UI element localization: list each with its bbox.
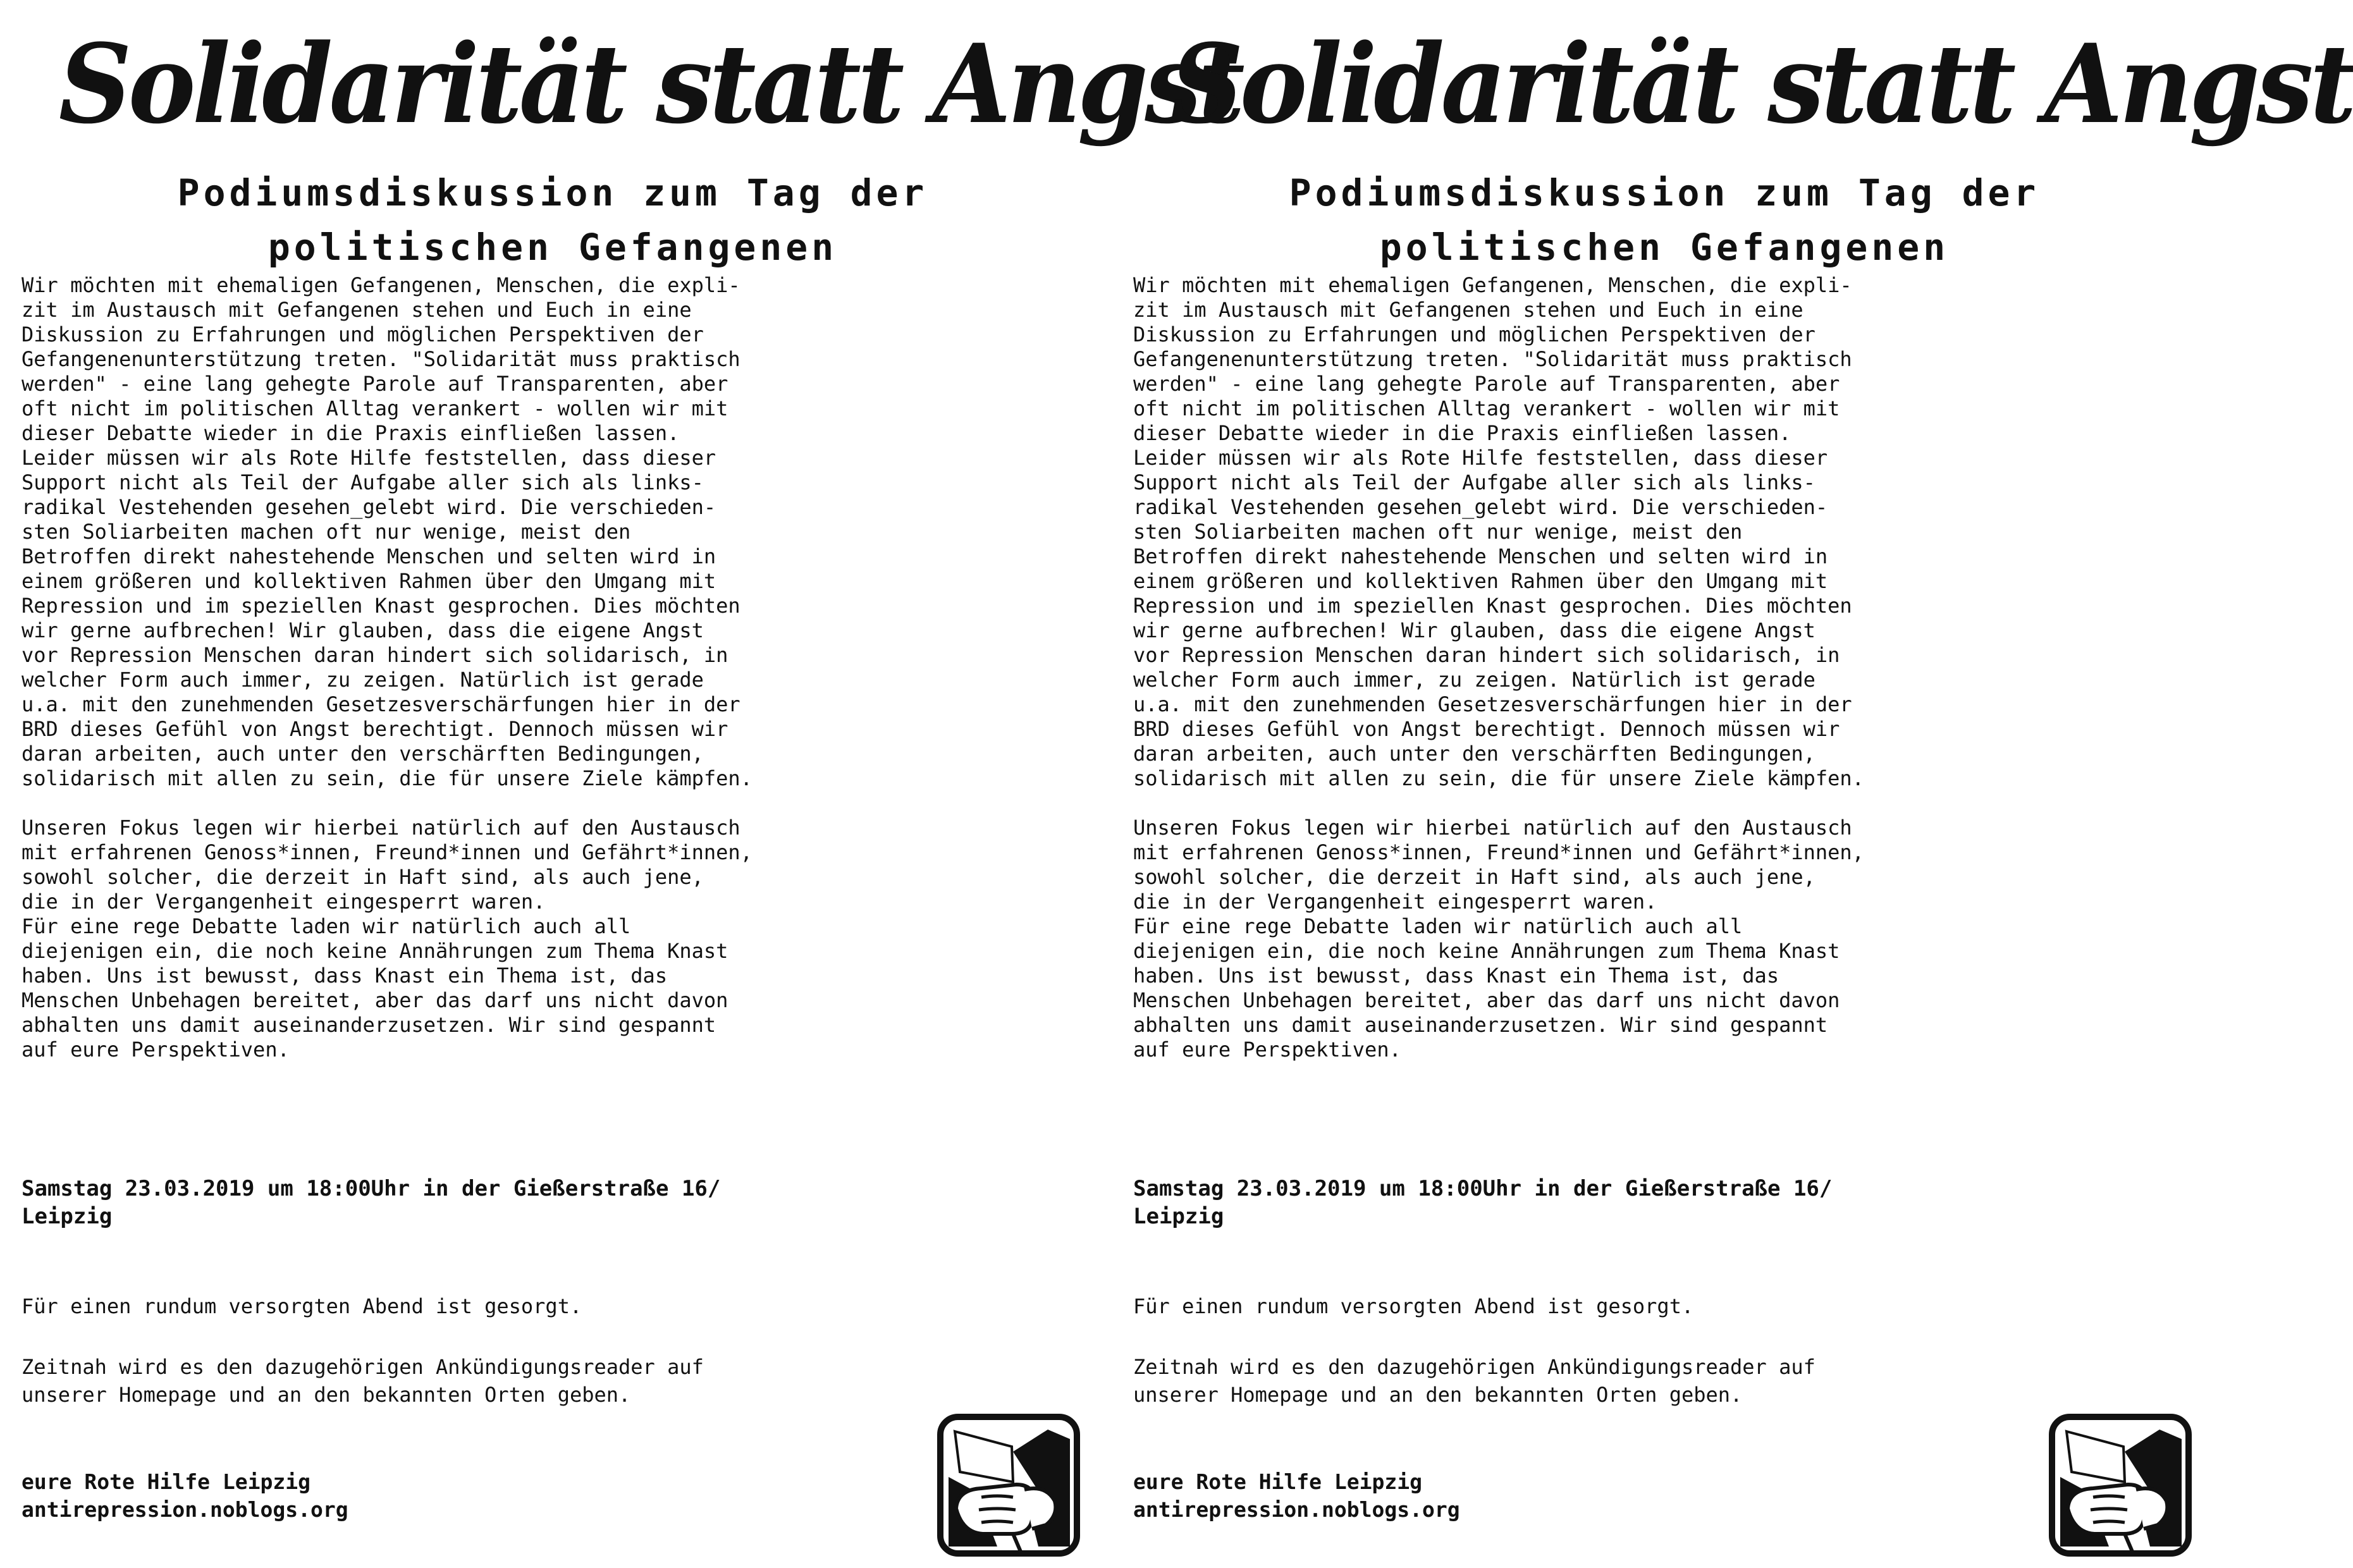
body-line: vor Repression Menschen daran hindert sich solidarisch, in (22, 643, 728, 667)
body-line: dieser Debatte wieder in die Praxis einfließen lassen. (22, 421, 680, 445)
focus-line: haben. Uns ist bewusst, dass Knast ein Thema ist, das (1133, 964, 1779, 988)
focus-line: abhalten uns damit auseinanderzusetzen. Wir sind gespannt (1133, 1013, 1828, 1037)
body-line: Repression und im speziellen Knast gesprochen. Dies möchten (1133, 594, 1852, 618)
event-date-line: Samstag 23.03.2019 um 18:00Uhr in der Gießerstraße 16/ (22, 1176, 721, 1201)
subtitle (1133, 166, 2196, 274)
body-line: wir gerne aufbrechen! Wir glauben, dass die eigene Angst (1133, 618, 1815, 642)
body-line: Repression und im speziellen Knast gesprochen. Dies möchten (22, 594, 740, 618)
signature (1133, 1468, 1460, 1524)
body-line: radikal Vestehenden gesehen_gelebt wird. Die verschieden- (1133, 495, 1828, 519)
body-line: zit im Austausch mit Gefangenen stehen und Euch in eine (1133, 298, 1803, 322)
body-text (22, 273, 1084, 1062)
body-line: wir gerne aufbrechen! Wir glauben, dass die eigene Angst (22, 618, 704, 642)
body-line: Betroffen direkt nahestehende Menschen und selten wird in (22, 544, 716, 568)
signature-group: eure Rote Hilfe Leipzig (22, 1469, 310, 1494)
paragraph-gap (1133, 791, 2196, 816)
body-line: solidarisch mit allen zu sein, die für unsere Ziele kämpfen. (22, 766, 753, 790)
flyer-right (1133, 0, 2353, 1568)
signature (22, 1468, 348, 1524)
focus-line: mit erfahrenen Genoss*innen, Freund*innen und Gefährt*innen, (22, 840, 753, 864)
body-line: werden" - eine lang gehegte Parole auf Transparenten, aber (1133, 372, 1840, 396)
focus-line: Menschen Unbehagen bereitet, aber das darf uns nicht davon (22, 988, 728, 1012)
focus-line: diejenigen ein, die noch keine Annährungen zum Thema Knast (1133, 939, 1840, 963)
body-line: BRD dieses Gefühl von Angst berechtigt. Dennoch müssen wir (1133, 717, 1840, 741)
focus-line: mit erfahrenen Genoss*innen, Freund*innen und Gefährt*innen, (1133, 840, 1864, 864)
flyer-left (22, 0, 1242, 1568)
body-line: Diskussion zu Erfahrungen und möglichen Perspektiven der (22, 322, 704, 346)
body-line: einem größeren und kollektiven Rahmen über den Umgang mit (1133, 569, 1828, 593)
announcement-line: unserer Homepage und an den bekannten Orten geben. (22, 1383, 631, 1407)
announcement-line: Zeitnah wird es den dazugehörigen Ankündigungsreader auf (22, 1355, 704, 1379)
body-line: vor Repression Menschen daran hindert sich solidarisch, in (1133, 643, 1840, 667)
announcement-line: unserer Homepage und an den bekannten Orten geben. (1133, 1383, 1743, 1407)
body-line: sten Soliarbeiten machen oft nur wenige, meist den (22, 520, 631, 544)
announcement (1133, 1353, 1815, 1409)
rote-hilfe-logo-icon (2049, 1414, 2192, 1557)
focus-line: die in der Vergangenheit eingesperrt waren. (22, 890, 546, 914)
body-line: werden" - eine lang gehegte Parole auf Transparenten, aber (22, 372, 728, 396)
body-line: sten Soliarbeiten machen oft nur wenige, meist den (1133, 520, 1743, 544)
body-line: Leider müssen wir als Rote Hilfe feststellen, dass dieser (22, 446, 716, 470)
body-line: dieser Debatte wieder in die Praxis einfließen lassen. (1133, 421, 1791, 445)
body-line: oft nicht im politischen Alltag verankert - wollen wir mit (1133, 396, 1840, 420)
event-city-line: Leipzig (1133, 1204, 1224, 1229)
event-date-line: Samstag 23.03.2019 um 18:00Uhr in der Gießerstraße 16/ (1133, 1176, 1833, 1201)
body-line: Gefangenenunterstützung treten. "Solidarität muss praktisch (1133, 347, 1852, 371)
body-line: Diskussion zu Erfahrungen und möglichen Perspektiven der (1133, 322, 1815, 346)
signature-url: antirepression.noblogs.org (22, 1497, 348, 1522)
body-line: welcher Form auch immer, zu zeigen. Natürlich ist gerade (22, 668, 704, 692)
focus-line: sowohl solcher, die derzeit in Haft sind, als auch jene, (1133, 865, 1815, 889)
focus-line: Für eine rege Debatte laden wir natürlich auch all (22, 914, 631, 938)
event-city-line: Leipzig (22, 1204, 113, 1229)
body-line: daran arbeiten, auch unter den verschärften Bedingungen, (1133, 742, 1815, 766)
focus-line: sowohl solcher, die derzeit in Haft sind, als auch jene, (22, 865, 704, 889)
body-line: einem größeren und kollektiven Rahmen über den Umgang mit (22, 569, 716, 593)
subtitle-line: politischen Gefangenen (267, 226, 838, 269)
body-line: daran arbeiten, auch unter den verschärften Bedingungen, (22, 742, 704, 766)
focus-line: haben. Uns ist bewusst, dass Knast ein Thema ist, das (22, 964, 668, 988)
catering-note: Für einen rundum versorgten Abend ist gesorgt. (1133, 1294, 1694, 1318)
signature-url: antirepression.noblogs.org (1133, 1497, 1460, 1522)
body-line: radikal Vestehenden gesehen_gelebt wird. Die verschieden- (22, 495, 716, 519)
focus-line: auf eure Perspektiven. (1133, 1038, 1401, 1062)
body-line: oft nicht im politischen Alltag verankert - wollen wir mit (22, 396, 728, 420)
subtitle (22, 166, 1084, 274)
body-line: Support nicht als Teil der Aufgabe aller sich als links- (1133, 470, 1815, 494)
focus-line: abhalten uns damit auseinanderzusetzen. Wir sind gespannt (22, 1013, 716, 1037)
body-line: zit im Austausch mit Gefangenen stehen und Euch in eine (22, 298, 692, 322)
paragraph-gap (22, 791, 1084, 816)
event-date (1133, 1175, 2196, 1230)
subtitle-line: Podiumsdiskussion zum Tag der (177, 171, 928, 214)
signature-group: eure Rote Hilfe Leipzig (1133, 1469, 1422, 1494)
body-line: BRD dieses Gefühl von Angst berechtigt. Dennoch müssen wir (22, 717, 728, 741)
body-text (1133, 273, 2196, 1062)
body-line: Gefangenenunterstützung treten. "Solidarität muss praktisch (22, 347, 740, 371)
focus-line: Unseren Fokus legen wir hierbei natürlich auf den Austausch (22, 816, 740, 840)
body-line: Betroffen direkt nahestehende Menschen und selten wird in (1133, 544, 1828, 568)
focus-line: Menschen Unbehagen bereitet, aber das darf uns nicht davon (1133, 988, 1840, 1012)
body-line: Support nicht als Teil der Aufgabe aller sich als links- (22, 470, 704, 494)
headline: Solidarität statt Angst (58, 20, 1242, 148)
body-line: Leider müssen wir als Rote Hilfe feststellen, dass dieser (1133, 446, 1828, 470)
body-line: u.a. mit den zunehmenden Gesetzesverschärfungen hier in der (1133, 692, 1852, 716)
body-line: Wir möchten mit ehemaligen Gefangenen, Menschen, die expli- (22, 273, 740, 297)
subtitle-line: Podiumsdiskussion zum Tag der (1289, 171, 2040, 214)
focus-line: Für eine rege Debatte laden wir natürlich auch all (1133, 914, 1743, 938)
body-line: solidarisch mit allen zu sein, die für unsere Ziele kämpfen. (1133, 766, 1864, 790)
focus-line: die in der Vergangenheit eingesperrt waren. (1133, 890, 1657, 914)
rote-hilfe-logo-icon (937, 1414, 1080, 1557)
body-line: u.a. mit den zunehmenden Gesetzesverschärfungen hier in der (22, 692, 740, 716)
body-line: Wir möchten mit ehemaligen Gefangenen, Menschen, die expli- (1133, 273, 1852, 297)
event-date (22, 1175, 1084, 1230)
announcement-line: Zeitnah wird es den dazugehörigen Ankündigungsreader auf (1133, 1355, 1815, 1379)
focus-line: Unseren Fokus legen wir hierbei natürlich auf den Austausch (1133, 816, 1852, 840)
focus-line: auf eure Perspektiven. (22, 1038, 290, 1062)
subtitle-line: politischen Gefangenen (1379, 226, 1950, 269)
headline: Solidarität statt Angst (1170, 20, 2353, 148)
announcement (22, 1353, 704, 1409)
catering-note: Für einen rundum versorgten Abend ist gesorgt. (22, 1294, 582, 1318)
body-line: welcher Form auch immer, zu zeigen. Natürlich ist gerade (1133, 668, 1815, 692)
focus-line: diejenigen ein, die noch keine Annährungen zum Thema Knast (22, 939, 728, 963)
